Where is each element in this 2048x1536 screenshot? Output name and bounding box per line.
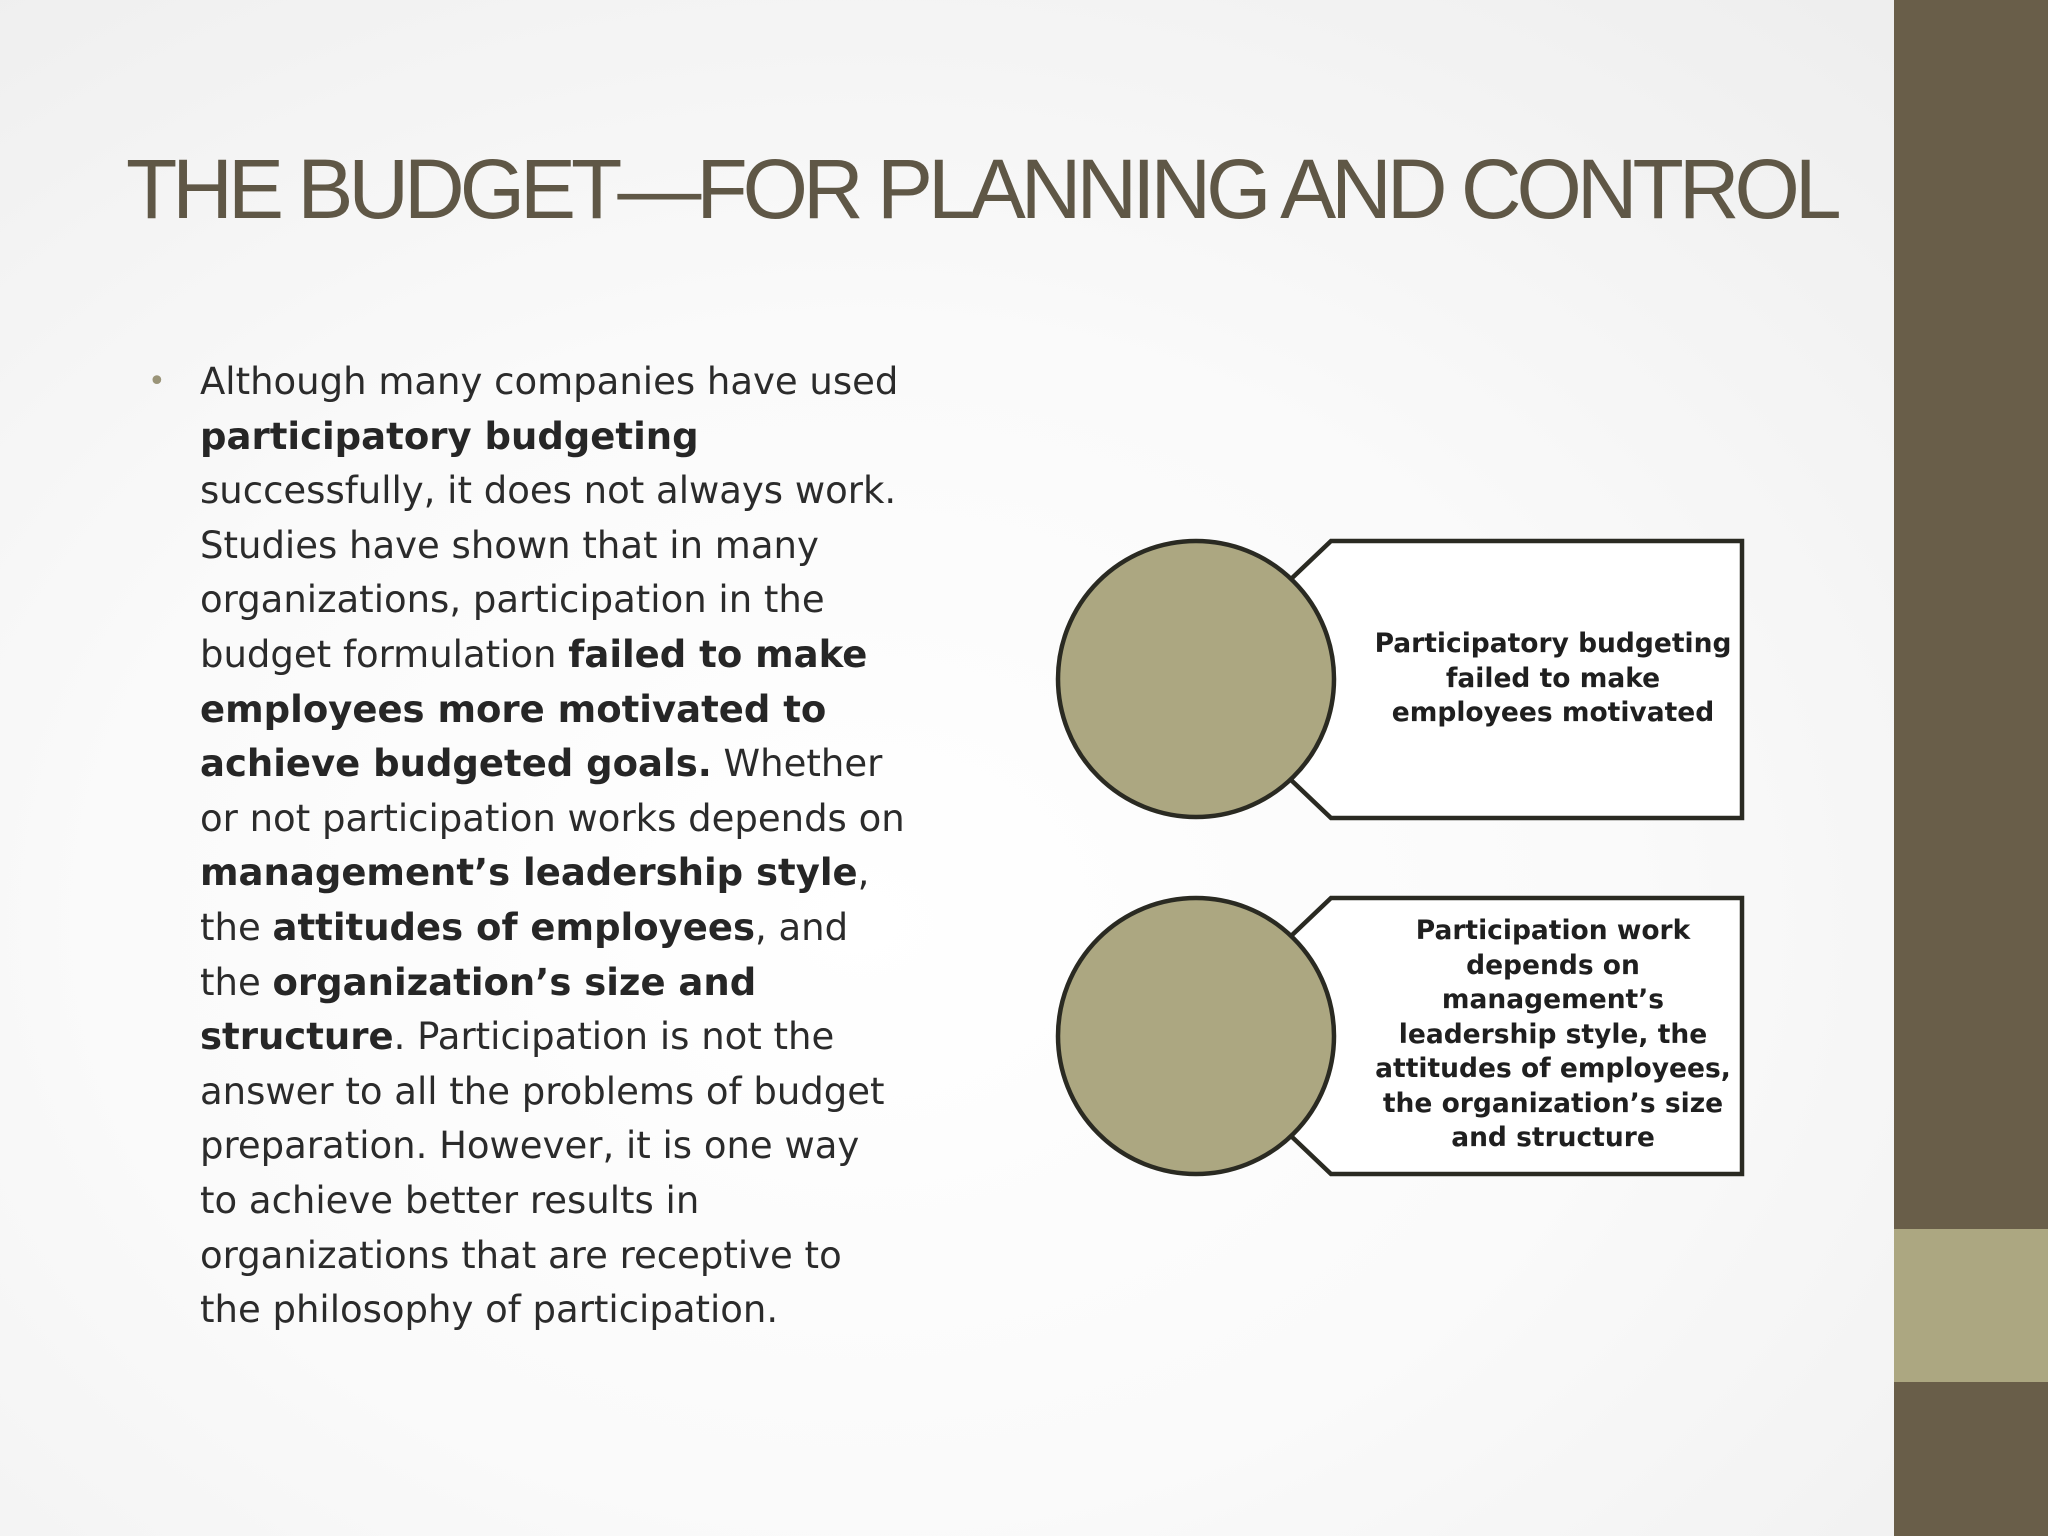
- bullet-text-segment: successfully, it does not always work. Studies have shown that in many organizations, participation in the budget formulation: [200, 469, 897, 676]
- callout-text: Participatory budgeting failed to make employees motivated: [1374, 628, 1732, 728]
- bullet-text-segment: . Participation is not the answer to all the problems of budget preparation. However, it is one way to achieve better results in organizations that are receptive to the philosophy of participation.: [200, 1015, 885, 1332]
- bullet-text-segment: , the: [200, 851, 870, 949]
- bullet-text-bold-segment: failed to make employees more motivated to achieve budgeted goals.: [200, 632, 868, 786]
- bullet-text-segment: , and the: [200, 905, 849, 1004]
- bullet-text-bold-segment: organization’s size and structure: [200, 960, 757, 1059]
- bullet-text-segment: Whether or not participation works depends on: [200, 742, 905, 840]
- bullet-text-segment: Although many companies have used: [200, 360, 899, 403]
- bullet-text-bold-segment: attitudes of employees: [272, 905, 755, 949]
- callout-text: Participation work depends on management’s leadership style, the attitudes of employees, the organization’s size and structure: [1375, 915, 1731, 1153]
- callout-circle: [1058, 541, 1334, 817]
- slide-title: THE BUDGET—FOR PLANNING AND CONTROL: [126, 142, 1837, 236]
- bullet-text-bold-segment: management’s leadership style: [200, 851, 858, 895]
- bullet-marker: •: [148, 364, 166, 399]
- bullet-text-bold-segment: participatory budgeting: [200, 414, 699, 458]
- callout-circle: [1058, 898, 1334, 1174]
